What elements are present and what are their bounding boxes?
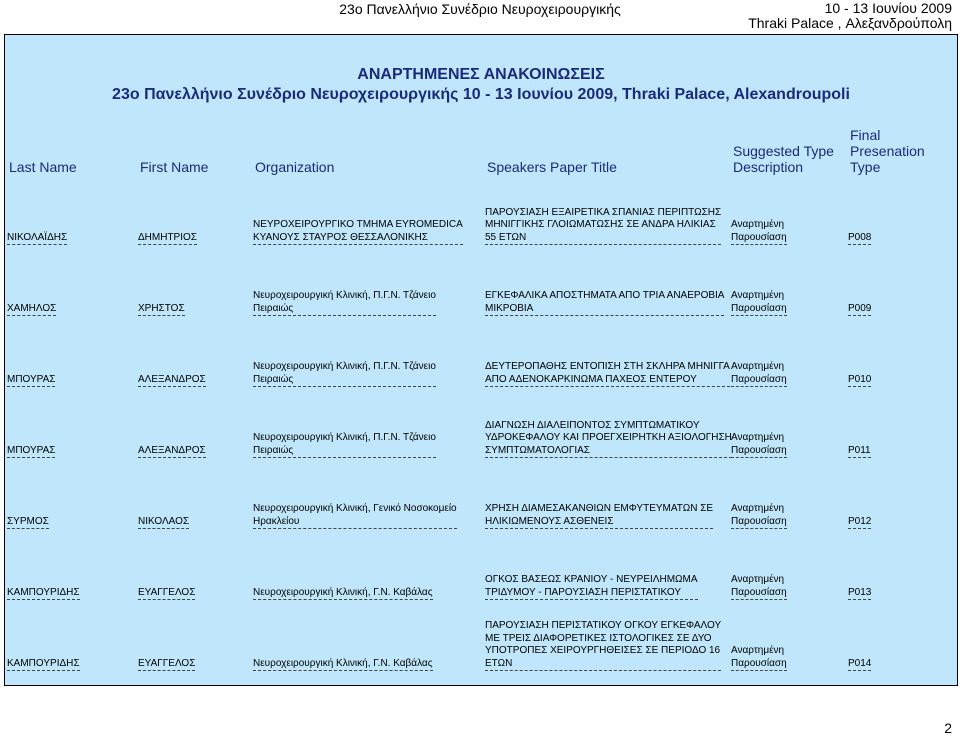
last-name-cell: ΧΑΜΗΛΟΣ (7, 303, 56, 317)
suggested-type-cell: Αναρτημένη Παρουσίαση (731, 219, 787, 245)
suggested-type-cell: Αναρτημένη Παρουσίαση (731, 574, 787, 600)
organization-cell: Νευροχειρουργική Κλινική, Π.Γ.Ν. Τζάνειο Πειραιώς (253, 361, 436, 387)
organization-cell: Νευροχειρουργική Κλινική, Γ.Ν. Καβάλας (253, 658, 433, 672)
paper-title-cell: ΔΕΥΤΕΡΟΠΑΘΗΣ ΕΝΤΟΠΙΣΗ ΣΤΗ ΣΚΛΗΡΑ ΜΗΝΙΓΓΑ ΑΠΟ ΑΔΕΝΟΚΑΡΚΙΝΩΜΑ ΠΑΧΕΟΣ ΕΝΤΕΡΟΥ (485, 361, 730, 387)
paper-title-cell: ΟΓΚΟΣ ΒΑΣΕΩΣ ΚΡΑΝΙΟΥ - ΝΕΥΡΕΙΛΗΜΩΜΑ ΤΡΙΔΥΜΟΥ - ΠΑΡΟΥΣΙΑΣΗ ΠΕΡΙΣΤΑΤΙΚΟΥ (485, 574, 698, 600)
presentation-code-cell: P011 (848, 445, 871, 459)
last-name-cell: ΚΑΜΠΟΥΡΙΔΗΣ (7, 587, 80, 601)
first-name-cell: ΑΛΕΞΑΝΔΡΟΣ (138, 445, 206, 459)
column-header-last-name: Last Name (9, 159, 77, 175)
table-row (5, 35, 957, 671)
conference-dates: 10 - 13 Ιουνίου 2009 (824, 0, 952, 16)
organization-cell: Νευροχειρουργική Κλινική, Γενικό Νοσοκομείο Ηρακλείου (253, 503, 457, 529)
organization-cell: ΝΕΥΡΟΧΕΙΡΟΥΡΓΙΚΟ ΤΜΗΜΑ EYROMEDICA ΚΥΑΝΟΥΣ ΣΤΑΥΡΟΣ ΘΕΣΣΑΛΟΝΙΚΗΣ (253, 219, 463, 245)
first-name-cell: ΧΡΗΣΤΟΣ (138, 303, 185, 317)
presentation-code-cell: P014 (848, 658, 871, 672)
column-header-suggested-type: Suggested Type Description (733, 143, 834, 175)
suggested-type-cell: Αναρτημένη Παρουσίαση (731, 645, 787, 671)
last-name-cell: ΚΑΜΠΟΥΡΙΔΗΣ (7, 658, 80, 672)
last-name-cell: ΜΠΟΥΡΑΣ (7, 445, 55, 459)
presentation-code-cell: P013 (848, 587, 871, 601)
page-header (0, 0, 960, 32)
column-header-organization: Organization (255, 159, 335, 175)
first-name-cell: ΕΥΑΓΓΕΛΟΣ (138, 658, 195, 672)
first-name-cell: ΔΗΜΗΤΡΙΟΣ (138, 232, 197, 246)
column-header-paper-title: Speakers Paper Title (487, 159, 617, 175)
column-header-first-name: First Name (140, 159, 209, 175)
suggested-type-cell: Αναρτημένη Παρουσίαση (731, 361, 787, 387)
first-name-cell: ΑΛΕΞΑΝΔΡΟΣ (138, 374, 206, 388)
abstracts-table (4, 34, 958, 686)
suggested-type-cell: Αναρτημένη Παρουσίαση (731, 432, 787, 458)
column-header-final-type: Final Presenation Type (850, 127, 925, 175)
header-right (748, 1, 952, 31)
organization-cell: Νευροχειρουργική Κλινική, Γ.Ν. Καβάλας (253, 587, 433, 601)
suggested-type-cell: Αναρτημένη Παρουσίαση (731, 503, 787, 529)
paper-title-cell: ΧΡΗΣΗ ΔΙΑΜΕΣΑΚΑΝΘΙΩΝ ΕΜΦΥΤΕΥΜΑΤΩΝ ΣΕ ΗΛΙΚΙΩΜΕΝΟΥΣ ΑΣΘΕΝΕΙΣ (485, 503, 713, 529)
presentation-code-cell: P008 (848, 232, 871, 246)
paper-title-cell: ΠΑΡΟΥΣΙΑΣΗ ΠΕΡΙΣΤΑΤΙΚΟΥ ΟΓΚΟΥ ΕΓΚΕΦΑΛΟΥ ΜΕ ΤΡΕΙΣ ΔΙΑΦΟΡΕΤΙΚΕΣ ΙΣΤΟΛΟΓΙΚΕΣ ΣΕ ΔΥΟ ΥΠΟΤΡΟΠΕΣ ΧΕΙΡΟΥΡΓΗΘΕΙΣΕΣ ΣΕ ΠΕΡΙΟΔΟ 16 ΕΤΩΝ (485, 620, 721, 671)
last-name-cell: ΣΥΡΜΟΣ (7, 516, 49, 530)
conference-venue: Thraki Palace , Αλεξανδρούπολη (748, 15, 952, 31)
banner-subtitle: 23ο Πανελλήνιο Συνέδριο Νευροχειρουργικής 10 - 13 Ιουνίου 2009, Thraki Palace, Alexandroupoli (112, 86, 850, 103)
banner-title: ΑΝΑΡΤΗΜΕΝΕΣ ΑΝΑΚΟΙΝΩΣΕΙΣ (357, 66, 605, 83)
first-name-cell: ΕΥΑΓΓΕΛΟΣ (138, 587, 195, 601)
organization-cell: Νευροχειρουργική Κλινική, Π.Γ.Ν. Τζάνειο Πειραιώς (253, 290, 436, 316)
paper-title-cell: ΔΙΑΓΝΩΣΗ ΔΙΑΛΕΙΠΟΝΤΟΣ ΣΥΜΠΤΩΜΑΤΙΚΟΥ ΥΔΡΟΚΕΦΑΛΟΥ ΚΑΙ ΠΡΟΕΓΧΕΙΡΗΤΚΗ ΑΞΙΟΛΟΓΗΣΗ ΣΥΜΠΤΩΜΑΤΟΛΟΓΙΑΣ (485, 420, 732, 459)
presentation-code-cell: P010 (848, 374, 871, 388)
paper-title-cell: ΠΑΡΟΥΣΙΑΣΗ ΕΞΑΙΡΕΤΙΚΑ ΣΠΑΝΙΑΣ ΠΕΡΙΠΤΩΣΗΣ ΜΗΝΙΓΓΙΚΗΣ ΓΛΟΙΩΜΑΤΩΣΗΣ ΣΕ ΑΝΔΡΑ ΗΛΙΚΙΑΣ 55 ΕΤΩΝ (485, 207, 721, 246)
last-name-cell: ΝΙΚΟΛΑΪΔΗΣ (7, 232, 67, 246)
page-number: 2 (944, 720, 952, 736)
suggested-type-cell: Αναρτημένη Παρουσίαση (731, 290, 787, 316)
paper-title-cell: ΕΓΚΕΦΑΛΙΚΑ ΑΠΟΣΤΗΜΑΤΑ ΑΠΟ ΤΡΙΑ ΑΝΑΕΡΟΒΙΑ ΜΙΚΡΟΒΙΑ (485, 290, 724, 316)
organization-cell: Νευροχειρουργική Κλινική, Π.Γ.Ν. Τζάνειο Πειραιώς (253, 432, 436, 458)
first-name-cell: ΝΙΚΟΛΑΟΣ (138, 516, 189, 530)
conference-name: 23ο Πανελλήνιο Συνέδριο Νευροχειρουργικής (339, 1, 621, 17)
presentation-code-cell: P012 (848, 516, 871, 530)
last-name-cell: ΜΠΟΥΡΑΣ (7, 374, 55, 388)
presentation-code-cell: P009 (848, 303, 871, 317)
